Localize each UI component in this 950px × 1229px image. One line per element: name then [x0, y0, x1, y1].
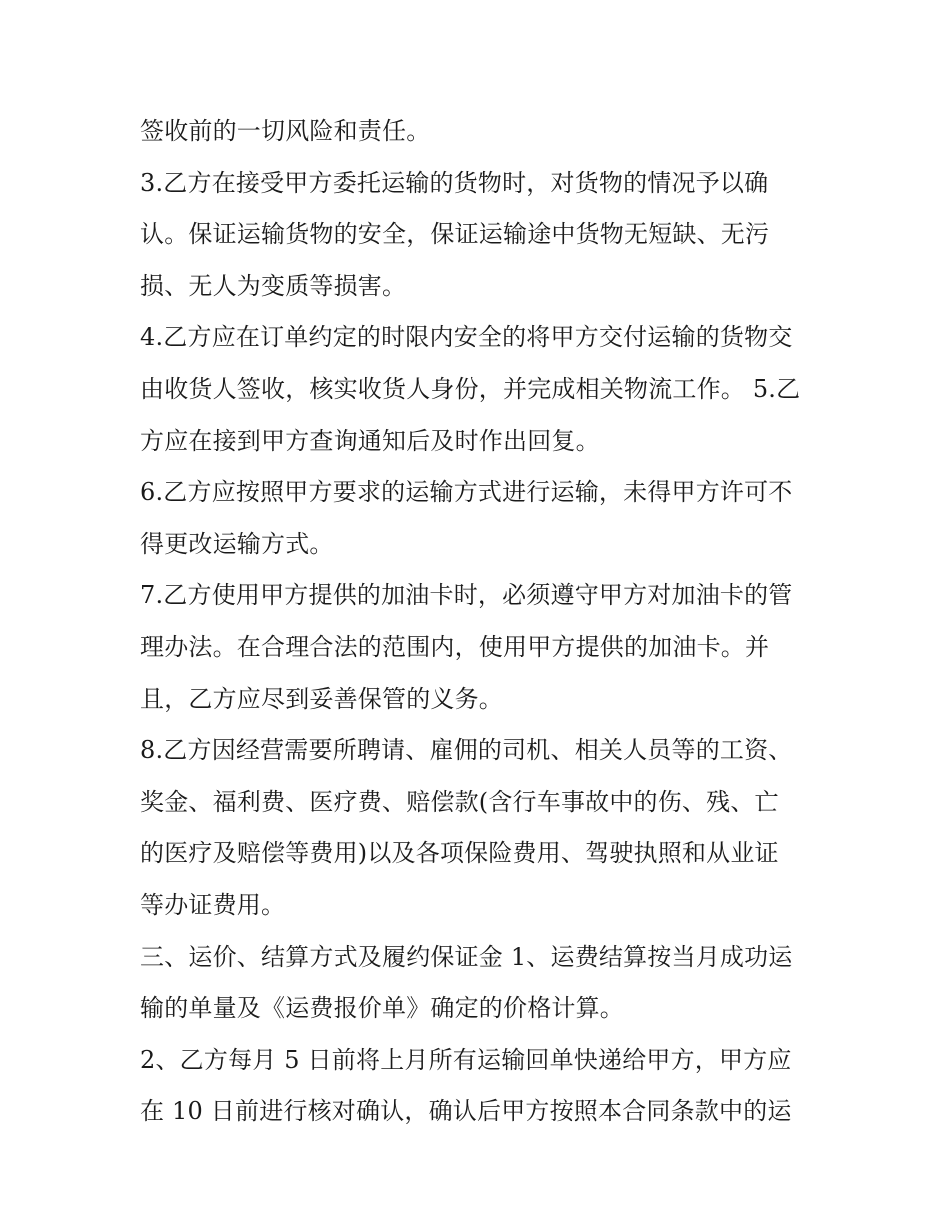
text-line: 在 10 日前进行核对确认，确认后甲方按照本合同条款中的运	[140, 1097, 792, 1126]
text-line: 的医疗及赔偿等费用)以及各项保险费用、驾驶执照和从业证	[140, 839, 779, 868]
text-line: 3.乙方在接受甲方委托运输的货物时，对货物的情况予以确	[140, 168, 769, 197]
text-line: 4.乙方应在订单约定的时限内安全的将甲方交付运输的货物交	[140, 323, 793, 352]
text-line: 得更改运输方式。	[140, 529, 334, 558]
text-line: 认。保证运输货物的安全，保证运输途中货物无短缺、无污	[140, 220, 770, 249]
text-line: 方应在接到甲方查询通知后及时作出回复。	[140, 426, 600, 455]
text-line: 损、无人为变质等损害。	[140, 271, 407, 300]
contract-text-body	[140, 106, 820, 1138]
text-line: 且，乙方应尽到妥善保管的义务。	[140, 684, 503, 713]
text-line: 7.乙方使用甲方提供的加油卡时，必须遵守甲方对加油卡的管	[140, 581, 793, 610]
text-line: 8.乙方因经营需要所聘请、雇佣的司机、相关人员等的工资、	[140, 736, 793, 765]
text-line: 签收前的一切风险和责任。	[140, 117, 431, 145]
text-line: 6.乙方应按照甲方要求的运输方式进行运输，未得甲方许可不	[140, 478, 793, 507]
text-line: 由收货人签收，核实收货人身份，并完成相关物流工作。 5.乙	[140, 374, 801, 403]
text-line: 奖金、福利费、医疗费、赔偿款(含行车事故中的伤、残、亡	[140, 787, 779, 816]
text-line: 理办法。在合理合法的范围内，使用甲方提供的加油卡。并	[140, 632, 770, 661]
text-line: 2、乙方每月 5 日前将上月所有运输回单快递给甲方，甲方应	[140, 1045, 792, 1074]
text-line: 三、运价、结算方式及履约保证金 1、运费结算按当月成功运	[140, 942, 793, 971]
text-line: 输的单量及《运费报价单》确定的价格计算。	[140, 994, 624, 1023]
text-line: 等办证费用。	[140, 890, 286, 919]
